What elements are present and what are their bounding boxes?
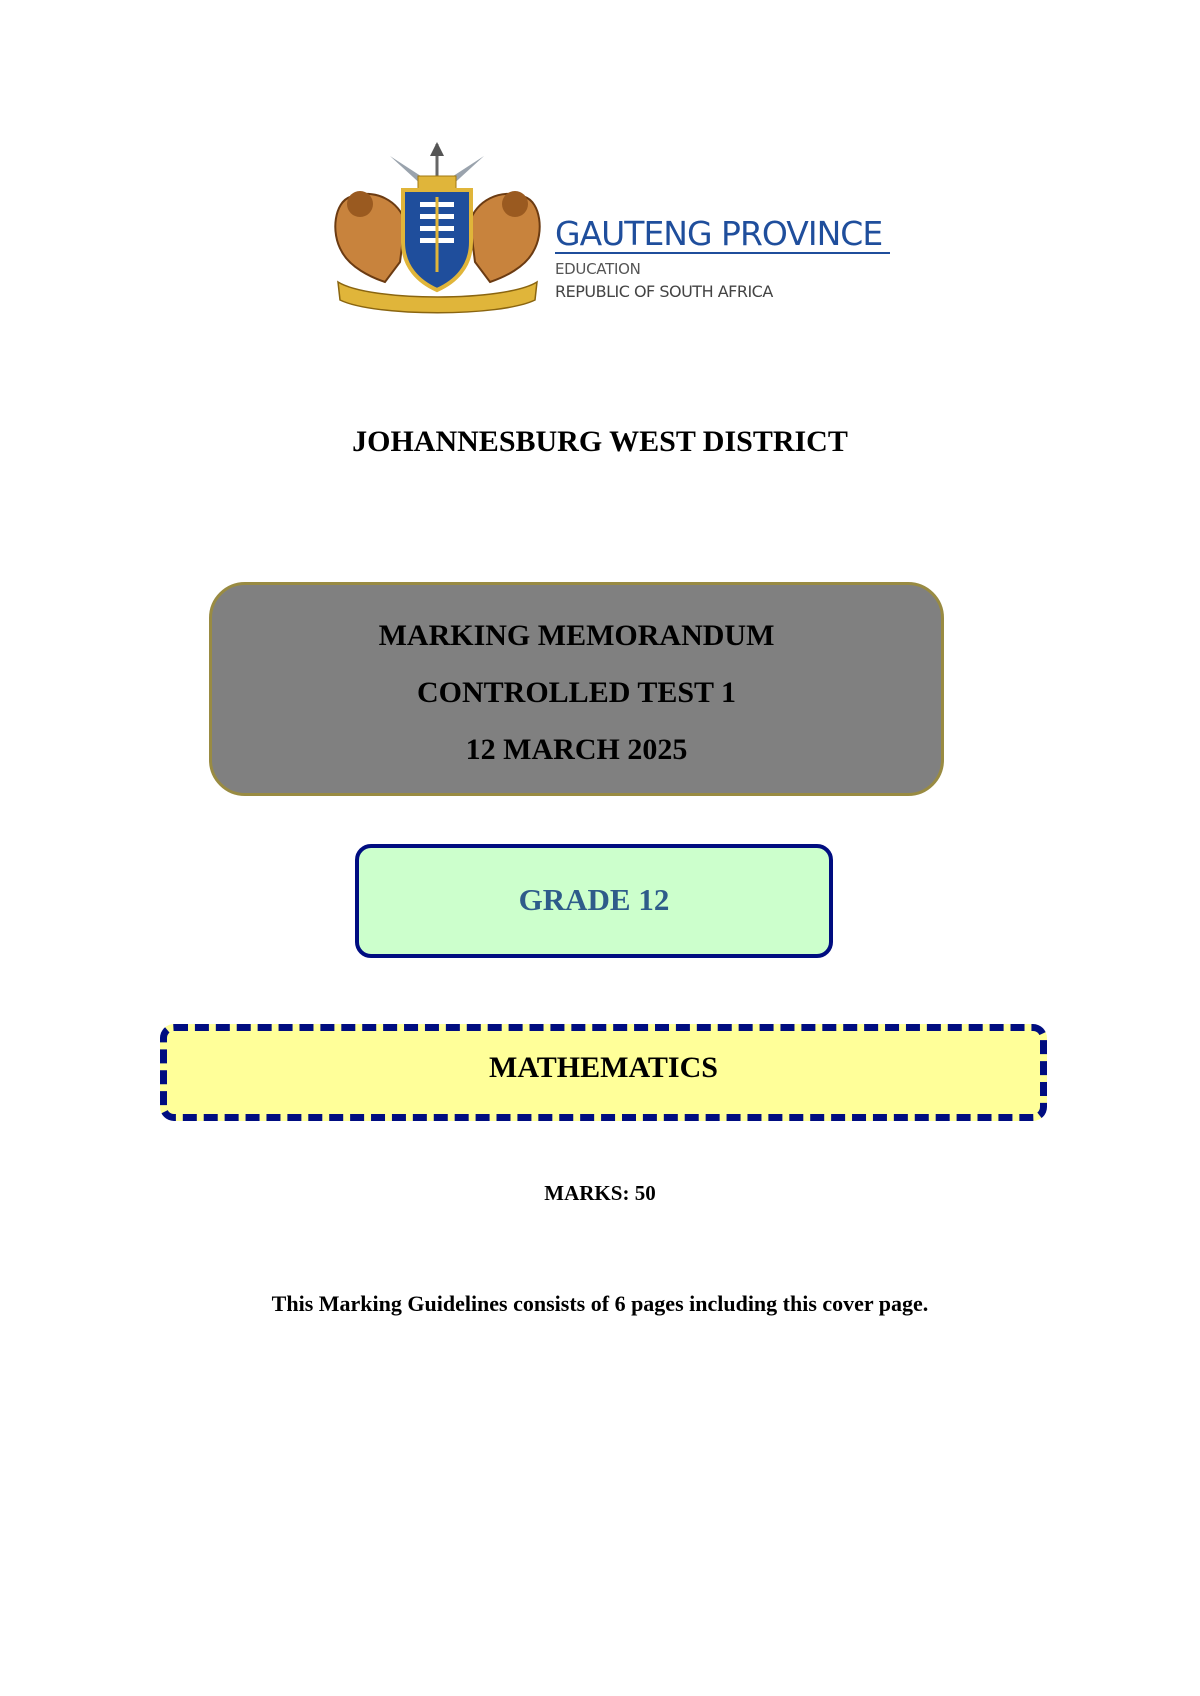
department-name: EDUCATION [555,260,641,278]
test-name: CONTROLLED TEST 1 [417,676,736,709]
total-marks: MARKS: 50 [544,1181,656,1205]
province-name: GAUTENG PROVINCE [555,216,890,254]
coat-of-arms-icon [330,142,545,317]
subject-box [160,1024,1047,1121]
gauteng-logo [330,142,890,317]
grade-box [355,844,833,958]
memorandum-box [209,582,944,796]
grade-label: GRADE 12 [518,882,670,917]
district-title: JOHANNESBURG WEST DISTRICT [352,425,848,458]
page-count-note: This Marking Guidelines consists of 6 pages including this cover page. [271,1291,929,1316]
subject-label: MATHEMATICS [489,1051,718,1084]
test-date: 12 MARCH 2025 [465,733,688,766]
country-name: REPUBLIC OF SOUTH AFRICA [555,282,773,301]
memo-title: MARKING MEMORANDUM [378,619,775,652]
